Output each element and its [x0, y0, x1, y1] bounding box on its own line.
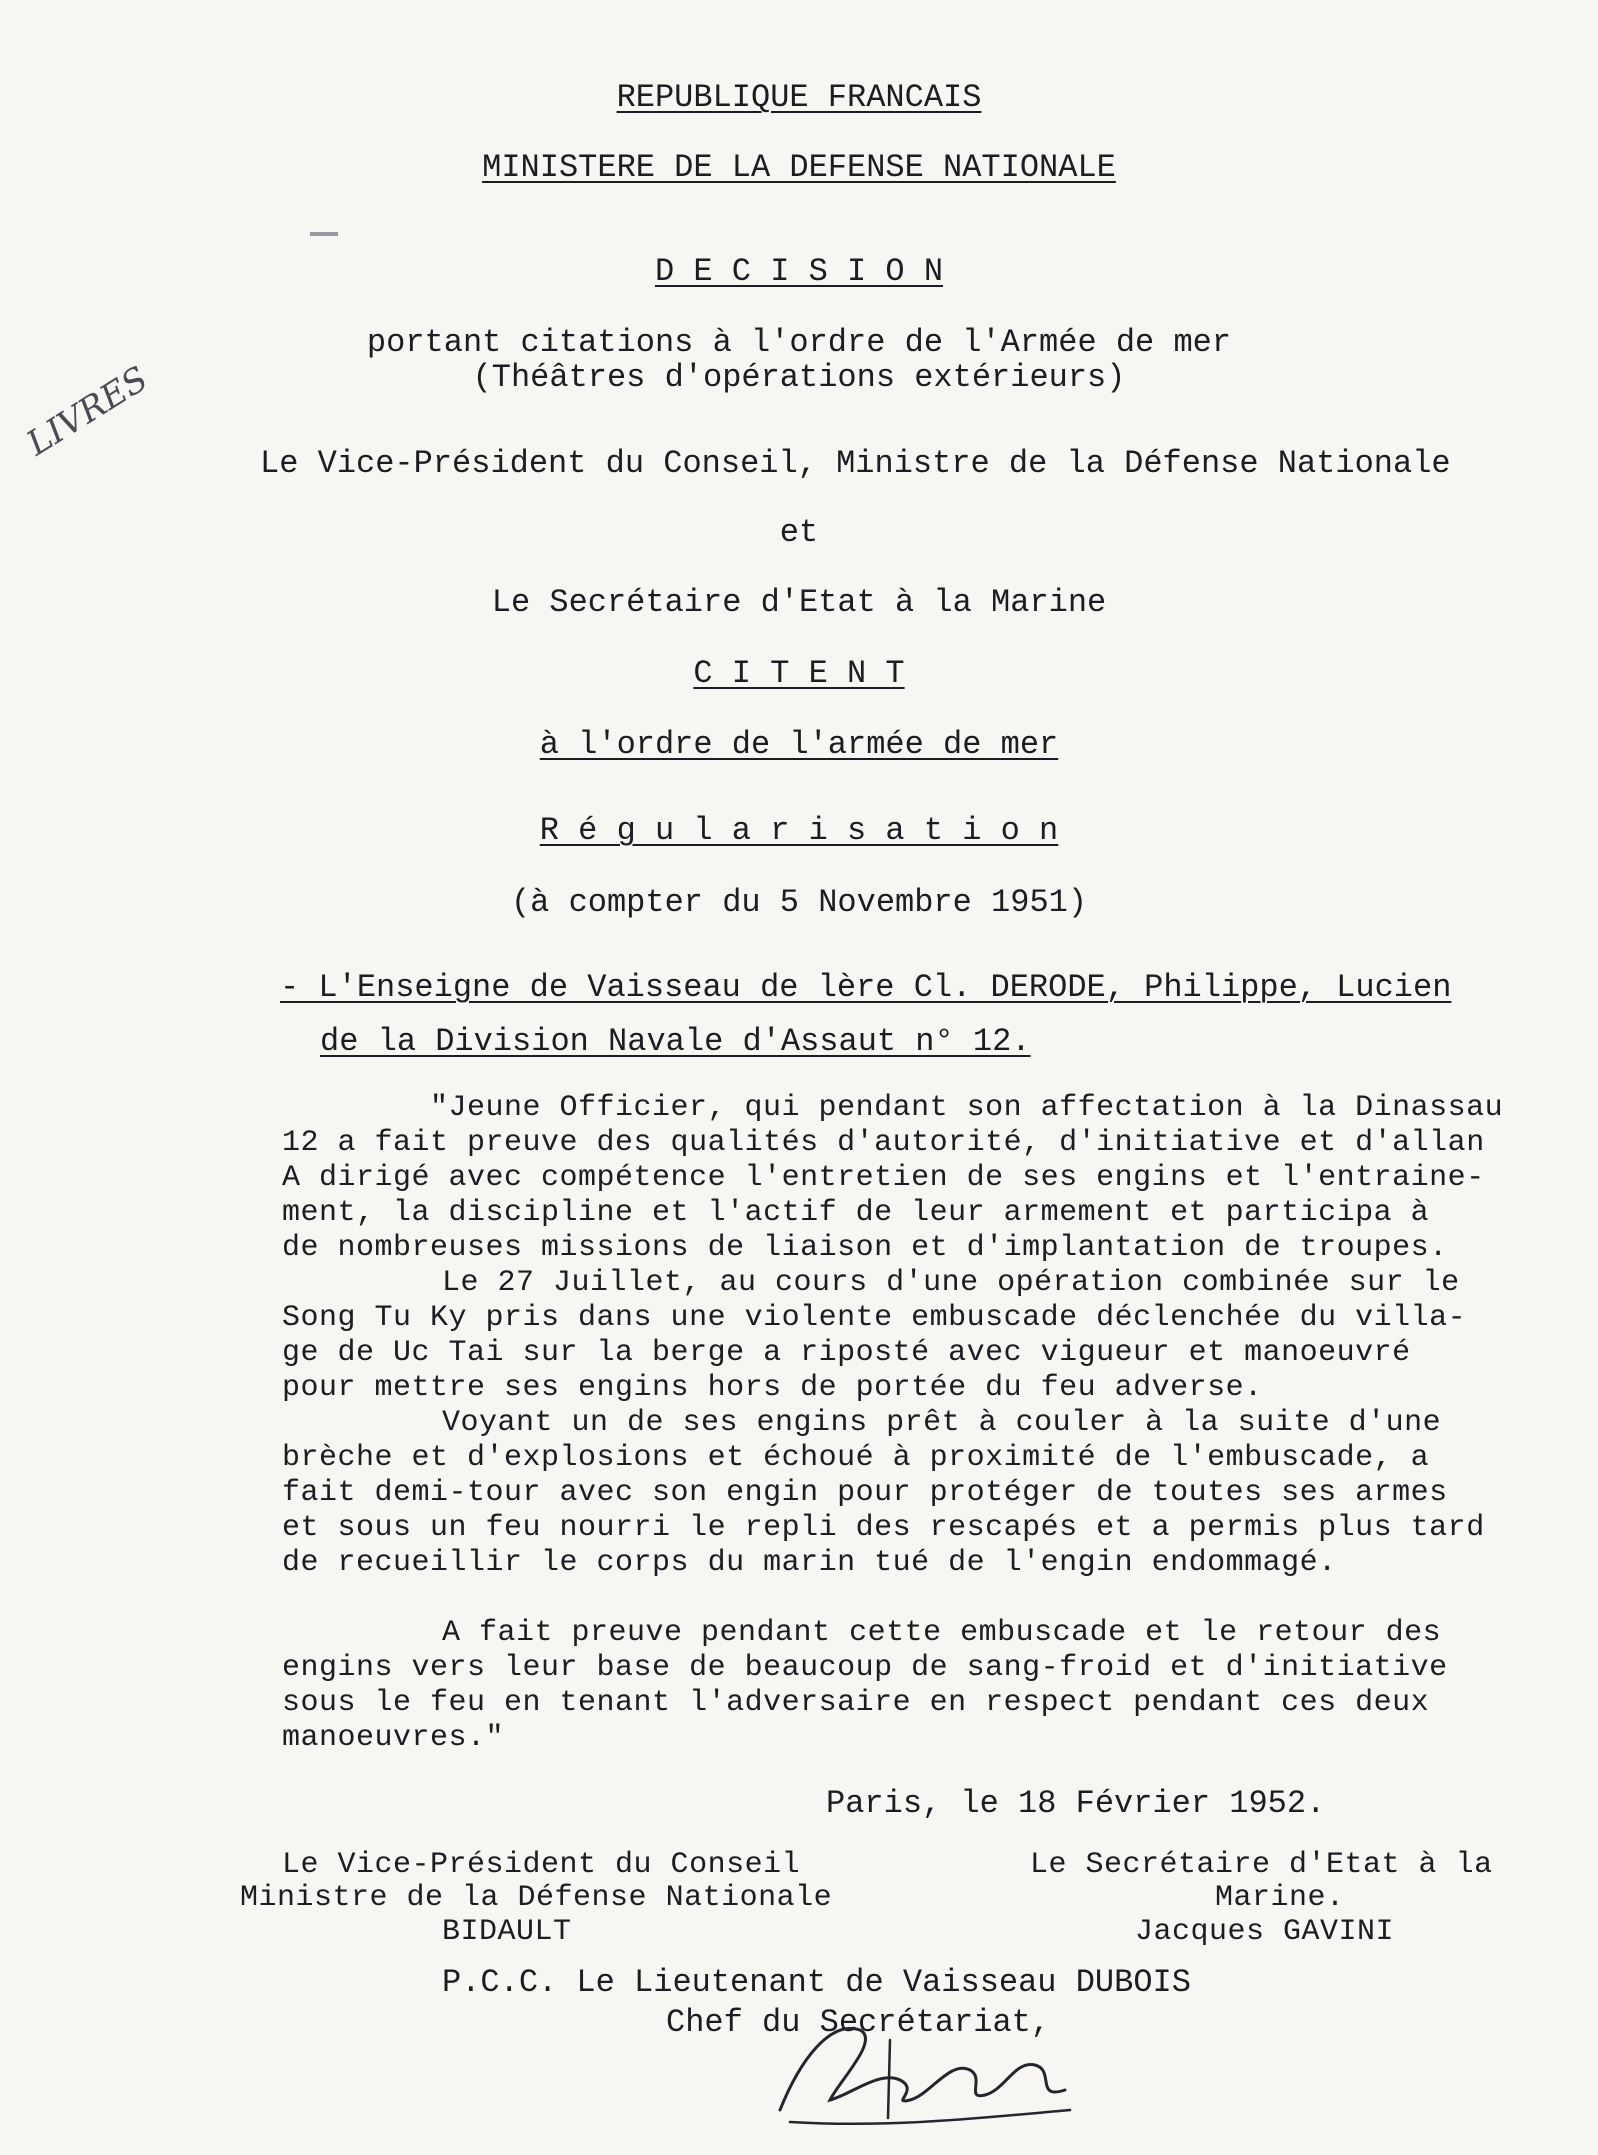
right-signatory-name: Jacques GAVINI [1135, 1915, 1395, 1949]
authority-vice-president: Le Vice-Président du Conseil, Ministre de la Défense Nationale [260, 445, 1451, 482]
decision-subtitle: portant citations à l'ordre de l'Armée de mer [366, 324, 1232, 361]
citation-line: manoeuvres." [282, 1721, 505, 1755]
pcc-title: Chef du Secrétariat, [666, 2004, 1051, 2041]
left-signatory-ministry: Ministre de la Défense Nationale [240, 1881, 833, 1915]
recipient-line-1: - L'Enseigne de Vaisseau de lère Cl. DERODE, Philippe, Lucien [280, 969, 1452, 1006]
citation-line: A fait preuve pendant cette embuscade et le retour des [442, 1616, 1442, 1650]
right-signatory-marine: Marine. [1215, 1881, 1345, 1915]
citation-line: de nombreuses missions de liaison et d'implantation de troupes. [282, 1231, 1448, 1265]
citation-line: engins vers leur base de beaucoup de sang-froid et d'initiative [282, 1651, 1448, 1685]
citation-line: ge de Uc Tai sur la berge a riposté avec vigueur et manoeuvré [282, 1336, 1411, 1370]
pcc-line: P.C.C. Le Lieutenant de Vaisseau DUBOIS [442, 1964, 1191, 2001]
order-heading: à l'ordre de l'armée de mer [539, 726, 1059, 763]
citation-line: Voyant un de ses engins prêt à couler à la suite d'une [442, 1406, 1442, 1440]
citation-line: Song Tu Ky pris dans une violente embuscade déclenchée du villa- [282, 1301, 1467, 1335]
citation-line: A dirigé avec compétence l'entretien de ses engins et l'entraine- [282, 1161, 1485, 1195]
place-date: Paris, le 18 Février 1952. [826, 1785, 1326, 1822]
recipient-line-2: de la Division Navale d'Assaut n° 12. [320, 1023, 1031, 1060]
decision-theatre: (Théâtres d'opérations extérieurs) [472, 359, 1126, 396]
left-signatory-title: Le Vice-Président du Conseil [282, 1848, 801, 1882]
citent-heading: C I T E N T [693, 655, 905, 692]
citation-line: brèche et d'explosions et échoué à proximité de l'embuscade, a [282, 1441, 1430, 1475]
left-signatory-name: BIDAULT [442, 1915, 572, 1949]
handwritten-signature [770, 2000, 1090, 2130]
citation-line: Le 27 Juillet, au cours d'une opération combinée sur le [442, 1266, 1460, 1300]
ink-smudge [310, 232, 338, 236]
ministry-heading: MINISTERE DE LA DEFENSE NATIONALE [482, 149, 1116, 186]
authority-secretary: Le Secrétaire d'Etat à la Marine [491, 584, 1107, 621]
decision-title: D E C I S I O N [654, 253, 944, 290]
citation-line: "Jeune Officier, qui pendant son affectation à la Dinassau [430, 1091, 1504, 1125]
citation-line: ment, la discipline et l'actif de leur armement et participa à [282, 1196, 1430, 1230]
citation-line: 12 a fait preuve des qualités d'autorité, d'initiative et d'allan [282, 1126, 1485, 1160]
margin-annotation: LIVRES [20, 358, 156, 464]
citation-line: fait demi-tour avec son engin pour protéger de toutes ses armes [282, 1476, 1448, 1510]
authority-conjunction: et [779, 514, 819, 551]
republic-heading: REPUBLIQUE FRANCAIS [616, 79, 982, 116]
citation-line: de recueillir le corps du marin tué de l'engin endommagé. [282, 1546, 1337, 1580]
citation-line: et sous un feu nourri le repli des rescapés et a permis plus tard [282, 1511, 1485, 1545]
date-from: (à compter du 5 Novembre 1951) [510, 884, 1088, 921]
citation-line: pour mettre ses engins hors de portée du feu adverse. [282, 1371, 1263, 1405]
citation-line: sous le feu en tenant l'adversaire en respect pendant ces deux [282, 1686, 1430, 1720]
regularisation-heading: R é g u l a r i s a t i o n [539, 812, 1059, 849]
right-signatory-title: Le Secrétaire d'Etat à la [1030, 1848, 1493, 1882]
